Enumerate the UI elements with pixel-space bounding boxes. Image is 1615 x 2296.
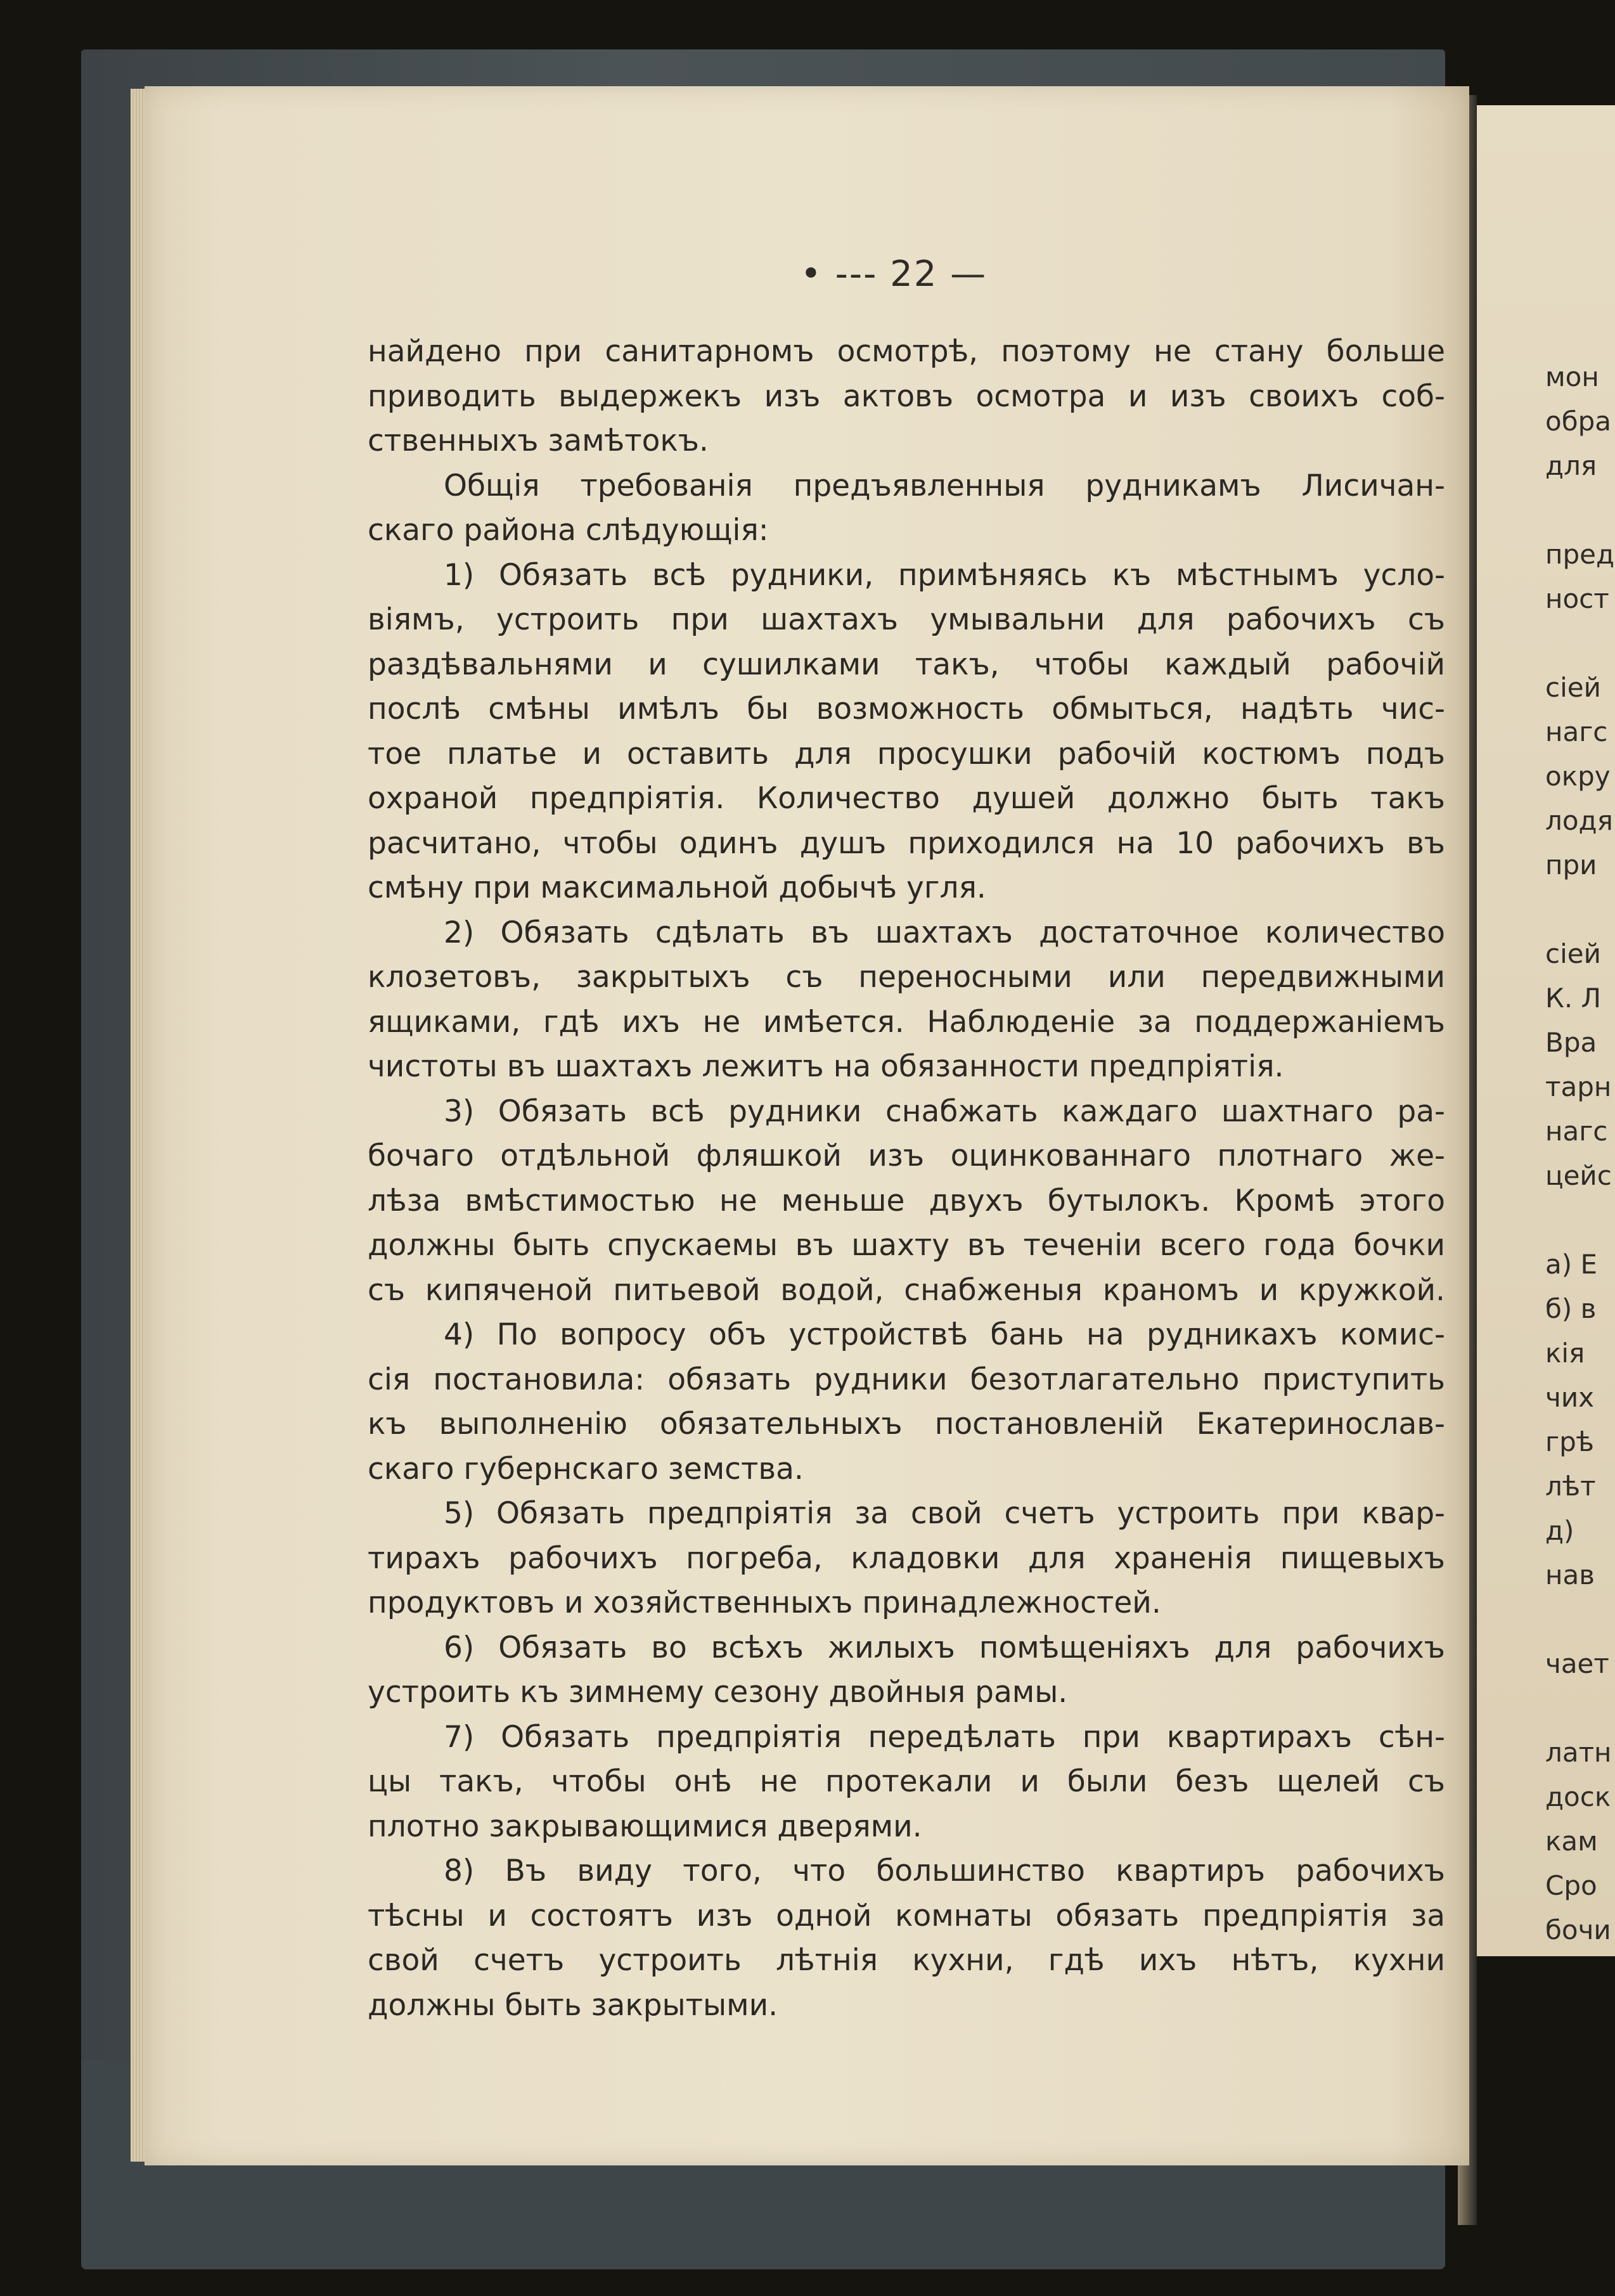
facing-page-fragment: нагс (1545, 1116, 1608, 1147)
text-line: плотно закрывающимися дверями. (368, 1809, 922, 1844)
facing-page-fragment: а) Е (1545, 1249, 1598, 1280)
text-line: найдено при санитарномъ осмотрѣ, поэтому не стану больше (368, 334, 1445, 369)
text-line: приводить выдержекъ изъ актовъ осмотра и изъ своихъ соб- (368, 378, 1445, 414)
text-line: бочаго отдѣльной фляшкой изъ оцинкованнаго плотнаго же- (368, 1138, 1445, 1173)
text-line: 3) Обязать всѣ рудники снабжать каждаго шахтнаго ра- (444, 1093, 1445, 1129)
facing-page-fragment: Сро (1545, 1870, 1597, 1901)
facing-page-fragment: чает (1545, 1648, 1609, 1679)
facing-page-fragment: доск (1545, 1781, 1611, 1812)
facing-page-fragment: пред (1545, 539, 1614, 570)
facing-page-fragment: обра (1545, 406, 1611, 437)
text-line: должны быть спускаемы въ шахту въ теченіи всего года бочки (368, 1228, 1445, 1263)
text-line: 2) Обязать сдѣлать въ шахтахъ достаточное количество (444, 915, 1445, 950)
facing-page-fragment (1545, 1686, 1615, 1731)
facing-page-fragment: сіей (1545, 672, 1601, 703)
text-line: расчитано, чтобы одинъ душъ приходился на 10 рабочихъ въ (368, 825, 1445, 861)
text-line: віямъ, устроить при шахтахъ умывальни для рабочихъ съ (368, 602, 1445, 637)
facing-page-fragment: К. Л (1545, 983, 1602, 1014)
facing-page-fragment: при (1545, 849, 1597, 880)
facing-page-fragment: для (1545, 450, 1597, 481)
text-line: клозетовъ, закрытыхъ съ переносными или передвижными (368, 960, 1445, 995)
facing-page-fragment: лѣт (1545, 1471, 1596, 1502)
facing-page-fragment: латн (1545, 1737, 1612, 1768)
facing-page-fragment (1545, 621, 1615, 666)
text-line: раздѣвальнями и сушилками такъ, чтобы каждый рабочій (368, 647, 1445, 682)
text-line: скаго губернскаго земства. (368, 1451, 804, 1487)
facing-page-fragment (1545, 1597, 1615, 1642)
facing-page-fragment: д) (1545, 1515, 1574, 1546)
text-line: 4) По вопросу объ устройствѣ бань на рудникахъ комис- (444, 1317, 1445, 1352)
facing-page-fragment: б) в (1545, 1293, 1597, 1324)
facing-page-fragment (1545, 488, 1615, 532)
text-line: должны быть закрытыми. (368, 1987, 778, 2023)
text-line: чистоты въ шахтахъ лежитъ на обязанности предпріятія. (368, 1049, 1284, 1084)
facing-page-fragment: бочи (1545, 1914, 1611, 1945)
facing-page-fragment: чих (1545, 1382, 1594, 1413)
facing-page-fragment: кія (1545, 1338, 1585, 1369)
facing-page-fragment: кам (1545, 1826, 1598, 1857)
text-line: съ кипяченой питьевой водой, снабженыя краномъ и кружкой. (368, 1272, 1445, 1308)
page-text (368, 330, 1445, 2028)
text-line: ящиками, гдѣ ихъ не имѣется. Наблюденіе за поддержаніемъ (368, 1004, 1445, 1040)
text-line: ственныхъ замѣтокъ. (368, 423, 709, 458)
text-line: сія постановила: обязать рудники безотлагательно приступить (368, 1362, 1445, 1397)
facing-page-fragment: тарн (1545, 1071, 1612, 1102)
facing-page-text (1545, 355, 1615, 1952)
facing-page-fragment: нав (1545, 1559, 1595, 1590)
facing-page-fragment: мон (1545, 361, 1599, 392)
text-line: охраной предпріятія. Количество душей должно быть такъ (368, 781, 1445, 816)
text-line: цы такъ, чтобы онѣ не протекали и были безъ щелей съ (368, 1764, 1445, 1799)
text-line: 7) Обязать предпріятія передѣлать при квартирахъ сѣн- (444, 1719, 1445, 1755)
text-line: смѣну при максимальной добычѣ угля. (368, 870, 986, 905)
text-line: устроить къ зимнему сезону двойныя рамы. (368, 1675, 1068, 1710)
facing-page-fragment (1545, 887, 1615, 932)
facing-page-fragment: Вра (1545, 1027, 1597, 1058)
facing-page-fragment (1545, 1198, 1615, 1242)
facing-page-fragment: лодя (1545, 805, 1613, 836)
facing-page-fragment: цейс (1545, 1160, 1612, 1191)
text-line: къ выполненію обязательныхъ постановленій Екатеринослав- (368, 1407, 1445, 1441)
text-line: 6) Обязать во всѣхъ жилыхъ помѣщеніяхъ для рабочихъ (444, 1630, 1445, 1665)
text-line: послѣ смѣны имѣлъ бы возможность обмыться, надѣть чис- (368, 692, 1445, 726)
text-line: 1) Обязать всѣ рудники, примѣняясь къ мѣстнымъ усло- (444, 557, 1445, 593)
facing-page-fragment: грѣ (1545, 1426, 1594, 1457)
facing-page-fragment: нагс (1545, 716, 1608, 747)
text-line: лѣза вмѣстимостью не меньше двухъ бутылокъ. Кромѣ этого (368, 1183, 1445, 1218)
text-line: 8) Въ виду того, что большинство квартиръ рабочихъ (444, 1854, 1445, 1888)
text-line: тѣсны и состоятъ изъ одной комнаты обязать предпріятія за (368, 1898, 1445, 1933)
page-number: • --- 22 — (800, 254, 988, 295)
text-line: скаго района слѣдующія: (368, 513, 769, 548)
text-line: 5) Обязать предпріятія за свой счетъ устроить при квар- (444, 1496, 1445, 1531)
facing-page-fragment: сіей (1545, 938, 1601, 969)
text-line: Общія требованія предъявленныя рудникамъ Лисичан- (444, 468, 1445, 503)
text-line: свой счетъ устроить лѣтнія кухни, гдѣ ихъ нѣтъ, кухни (368, 1943, 1445, 1978)
facing-page-fragment: ност (1545, 583, 1609, 614)
text-line: тирахъ рабочихъ погреба, кладовки для храненія пищевыхъ (368, 1540, 1445, 1576)
text-line: продуктовъ и хозяйственныхъ принадлежностей. (368, 1585, 1161, 1620)
text-line: тое платье и оставить для просушки рабочій костюмъ подъ (368, 736, 1445, 771)
facing-page-fragment: окру (1545, 761, 1611, 792)
